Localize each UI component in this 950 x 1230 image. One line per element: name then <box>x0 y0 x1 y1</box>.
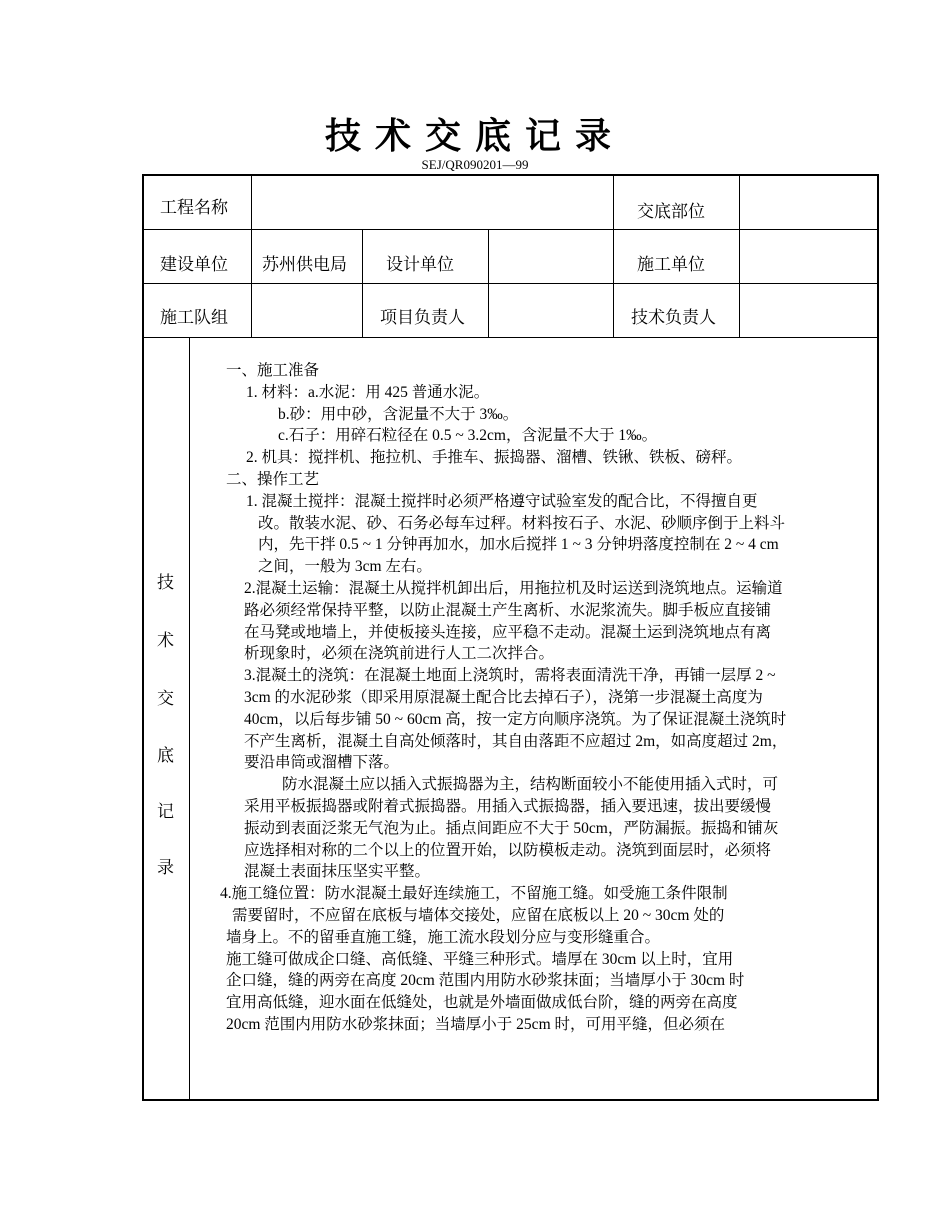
content-line: 析现象时，必须在浇筑前进行人工二次拌合。 <box>244 645 555 663</box>
content-line: 防水混凝土应以插入式振捣器为主，结构断面较小不能使用插入式时，可 <box>282 776 779 794</box>
content-line: b.砂：用中砂，含泥量不大于 3‰。 <box>278 405 519 423</box>
table-col-divider <box>362 229 363 337</box>
content-line: 之间，一般为 3cm 左右。 <box>258 558 432 576</box>
constructor-label: 施工单位 <box>637 255 705 275</box>
document-title: 技术交底记录 <box>324 115 625 157</box>
content-line: 企口缝，缝的两旁在高度 20cm 范围内用防水砂浆抹面；当墙厚小于 30cm 时 <box>226 972 745 990</box>
tech-lead-label: 技术负责人 <box>631 308 716 328</box>
content-line: 内，先干拌 0.5 ~ 1 分钟再加水，加水后搅拌 1 ~ 3 分钟坍落度控制在 2 ~ 4 cm <box>258 536 779 554</box>
content-line: 需要留时，不应留在底板与墙体交接处，应留在底板以上 20 ~ 30cm 处的 <box>232 906 725 924</box>
position-label: 交底部位 <box>637 202 705 222</box>
content-line: 二、操作工艺 <box>226 470 320 488</box>
team-label: 施工队组 <box>160 308 228 328</box>
builder-value[interactable]: 苏州供电局 <box>262 255 347 275</box>
side-char: 技 <box>157 573 174 593</box>
pm-label: 项目负责人 <box>380 308 465 328</box>
table-col-divider <box>613 175 614 337</box>
content-line: 2.混凝土运输：混凝土从搅拌机卸出后，用拖拉机及时运送到浇筑地点。运输道 <box>244 579 783 597</box>
table-row-divider <box>143 283 879 284</box>
content-line: 20cm 范围内用防水砂浆抹面；当墙厚小于 25cm 时，可用平缝，但必须在 <box>226 1015 725 1033</box>
content-line: 要沿串筒或溜槽下落。 <box>244 754 400 772</box>
designer-label: 设计单位 <box>386 255 454 275</box>
side-char: 交 <box>157 689 174 709</box>
table-col-divider <box>739 175 740 337</box>
content-line: 改。散装水泥、砂、石务必每车过秤。材料按石子、水泥、砂顺序倒于上料斗 <box>258 514 786 532</box>
table-row-divider <box>143 229 879 230</box>
content-line: 混凝土表面抹压坚实平整。 <box>244 863 431 881</box>
content-line: 4.施工缝位置：防水混凝土最好连续施工，不留施工缝。如受施工条件限制 <box>220 885 728 903</box>
side-col-divider <box>189 337 190 1101</box>
content-line: 施工缝可做成企口缝、高低缝、平缝三种形式。墙厚在 30cm 以上时，宜用 <box>226 950 734 968</box>
table-row-divider <box>143 337 879 338</box>
side-char: 术 <box>157 631 174 651</box>
table-col-divider <box>251 175 252 337</box>
side-char: 记 <box>157 802 174 822</box>
content-line: 40cm，以后每步铺 50 ~ 60cm 高，按一定方向顺序浇筑。为了保证混凝土浇筑时 <box>244 710 787 728</box>
content-line: 1. 混凝土搅拌：混凝土搅拌时必须严格遵守试验室发的配合比，不得擅自更 <box>246 492 758 510</box>
content-line: 路必须经常保持平整，以防止混凝土产生离析、水泥浆流失。脚手板应直接铺 <box>244 601 772 619</box>
content-line: 3.混凝土的浇筑：在混凝土地面上浇筑时，需将表面清洗干净，再铺一层厚 2 ~ <box>244 667 776 685</box>
project-name-label: 工程名称 <box>160 198 228 218</box>
content-line: 2. 机具：搅拌机、拖拉机、手推车、振捣器、溜槽、铁锹、铁板、磅秤。 <box>246 449 743 467</box>
content-line: 宜用高低缝，迎水面在低缝处，也就是外墙面做成低台阶，缝的两旁在高度 <box>226 994 738 1012</box>
document-code: SEJ/QR090201—99 <box>421 157 529 172</box>
content-line: 不产生离析，混凝土自高处倾落时，其自由落距不应超过 2m，如高度超过 2m， <box>244 732 788 750</box>
content-line: 振动到表面泛浆无气泡为止。插点间距应不大于 50cm，严防漏振。振捣和铺灰 <box>244 819 779 837</box>
content-line: 在马凳或地墙上，并使板接头连接，应平稳不走动。混凝土运到浇筑地点有离 <box>244 623 772 641</box>
content-line: 一、施工准备 <box>226 362 320 379</box>
builder-label: 建设单位 <box>160 255 228 275</box>
disclosure-content <box>220 360 872 1036</box>
content-line: 采用平板振捣器或附着式振捣器。用插入式振捣器，插入要迅速，拔出要缓慢 <box>244 797 772 815</box>
side-char: 底 <box>157 746 174 766</box>
content-line: 3cm 的水泥砂浆（即采用原混凝土配合比去掉石子），浇第一步混凝土高度为 <box>244 688 763 706</box>
side-char: 录 <box>157 858 174 878</box>
content-line: 1. 材料：a.水泥：用 425 普通水泥。 <box>246 383 490 401</box>
content-line: c.石子：用碎石粒径在 0.5 ~ 3.2cm，含泥量不大于 1‰。 <box>278 427 658 445</box>
table-col-divider <box>488 229 489 337</box>
content-line: 墙身上。不的留垂直施工缝，施工流水段划分应与变形缝重合。 <box>226 928 661 946</box>
content-line: 应选择相对称的二个以上的位置开始，以防模板走动。浇筑到面层时，必须将 <box>244 841 772 859</box>
